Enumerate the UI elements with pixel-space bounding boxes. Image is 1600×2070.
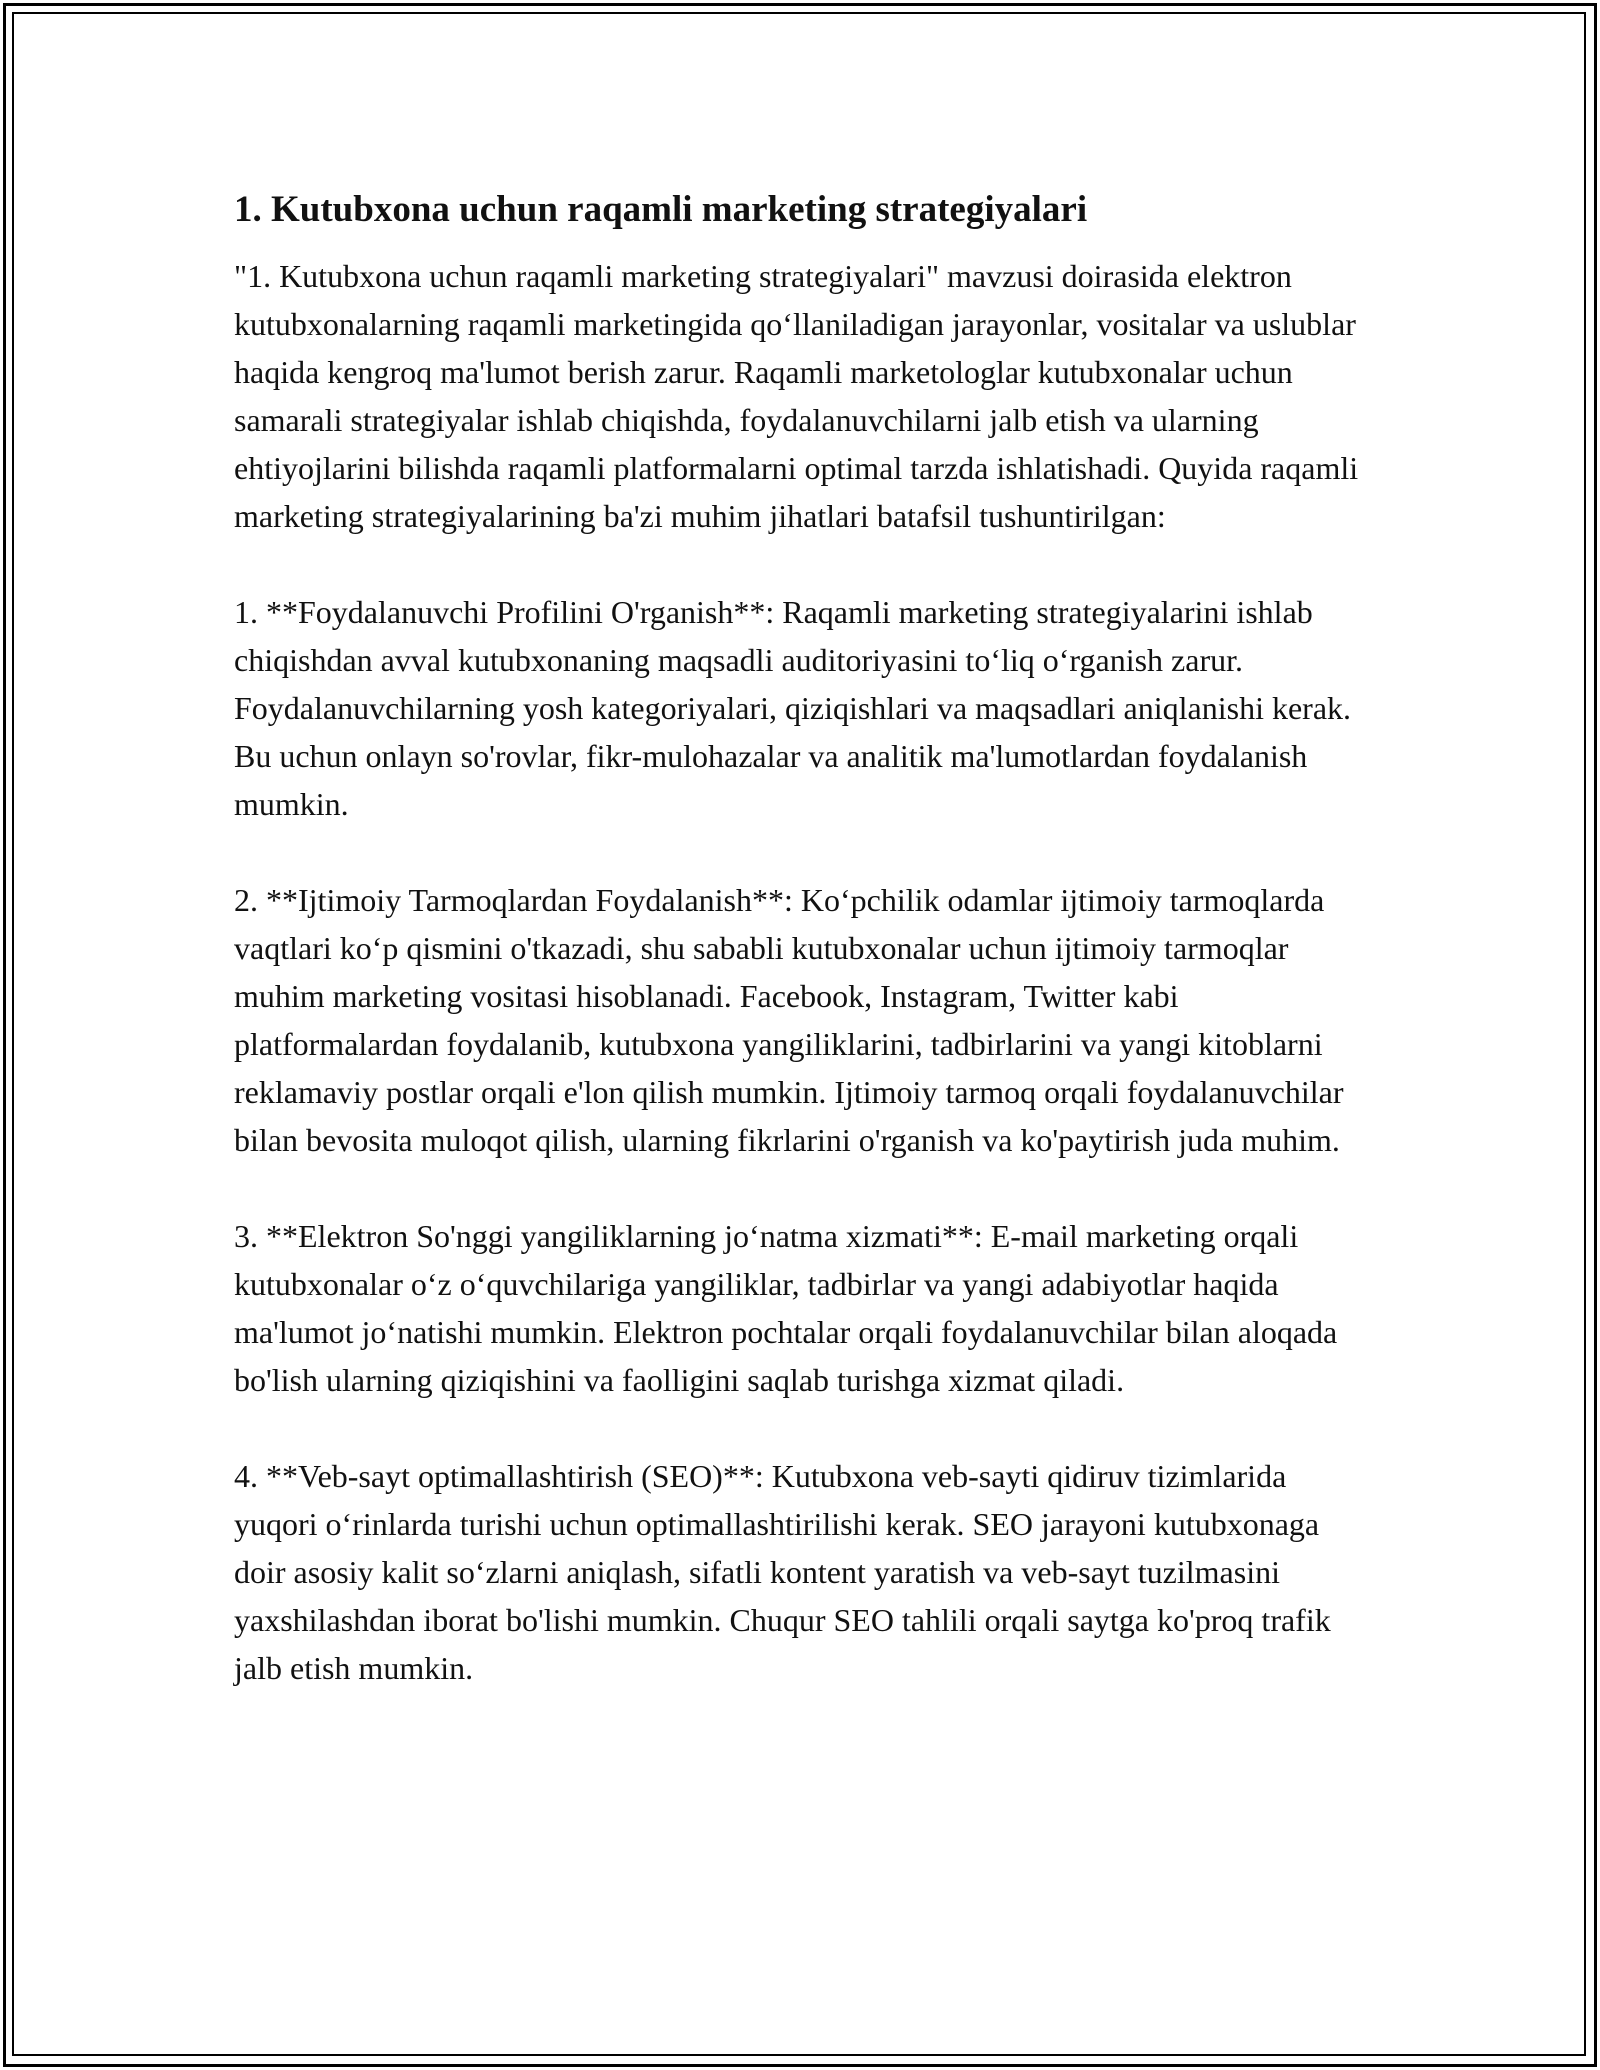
paragraph-seo: 4. **Veb-sayt optimallashtirish (SEO)**: Kutubxona veb-sayti qidiruv tizimlarida yuqori o‘rinlarda turishi uchun optimallashtirilishi kerak. SEO jarayoni kutubxonaga doir asosiy kalit so‘zlarni aniqlash, sifatli kontent yaratish va veb-sayt tuzilmasini yaxshilashdan iborat bo'lishi mumkin. Chuqur SEO tahlili orqali saytga ko'proq trafik jalb etish mumkin. — [234, 1458, 1331, 1687]
paragraph-social-networks: 2. **Ijtimoiy Tarmoqlardan Foydalanish**: Ko‘pchilik odamlar ijtimoiy tarmoqlarda vaqtlari ko‘p qismini o'tkazadi, shu sababli kutubxonalar uchun ijtimoiy tarmoqlar muhim marketing vositasi hisoblanadi. Facebook, Instagram, Twitter kabi platformalardan foydalanib, kutubxona yangiliklarini, tadbirlarini va yangi kitoblarni reklamaviy postlar orqali e'lon qilish mumkin. Ijtimoiy tarmoq orqali foydalanuvchilar bilan bevosita muloqot qilish, ularning fikrlarini o'rganish va ko'paytirish juda muhim. — [234, 882, 1344, 1159]
paragraph-user-profile: 1. **Foydalanuvchi Profilini O'rganish**: Raqamli marketing strategiyalarini ishlab chiqishdan avval kutubxonaning maqsadli auditoriyasini to‘liq o‘rganish zarur. Foydalanuvchilarning yosh kategoriyalari, qiziqishlari va maqsadlari aniqlanishi kerak. Bu uchun onlayn so'rovlar, fikr-mulohazalar va analitik ma'lumotlardan foydalanish mumkin. — [234, 594, 1352, 823]
paragraph-email-newsletter: 3. **Elektron So'nggi yangiliklarning jo‘natma xizmati**: E-mail marketing orqali kutubxonalar o‘z o‘quvchilariga yangiliklar, tadbirlar va yangi adabiyotlar haqida ma'lumot jo‘natishi mumkin. Elektron pochtalar orqali foydalanuvchilar bilan aloqada bo'lish ularning qiziqishini va faolligini saqlab turishga xizmat qiladi. — [234, 1218, 1338, 1399]
intro-paragraph: "1. Kutubxona uchun raqamli marketing strategiyalari" mavzusi doirasida elektron kutubxonalarning raqamli marketingida qo‘llaniladigan jarayonlar, vositalar va uslublar haqida kengroq ma'lumot berish zarur. Raqamli marketologlar kutubxonalar uchun samarali strategiyalar ishlab chiqishda, foydalanuvchilarni jalb etish va ularning ehtiyojlarini bilishda raqamli platformalarni optimal tarzda ishlatishadi. Quyida raqamli marketing strategiyalarining ba'zi muhim jihatlari batafsil tushuntirilgan: — [234, 258, 1359, 535]
document-body — [234, 186, 1374, 1692]
document-title: 1. Kutubxona uchun raqamli marketing strategiyalari — [234, 189, 1088, 230]
